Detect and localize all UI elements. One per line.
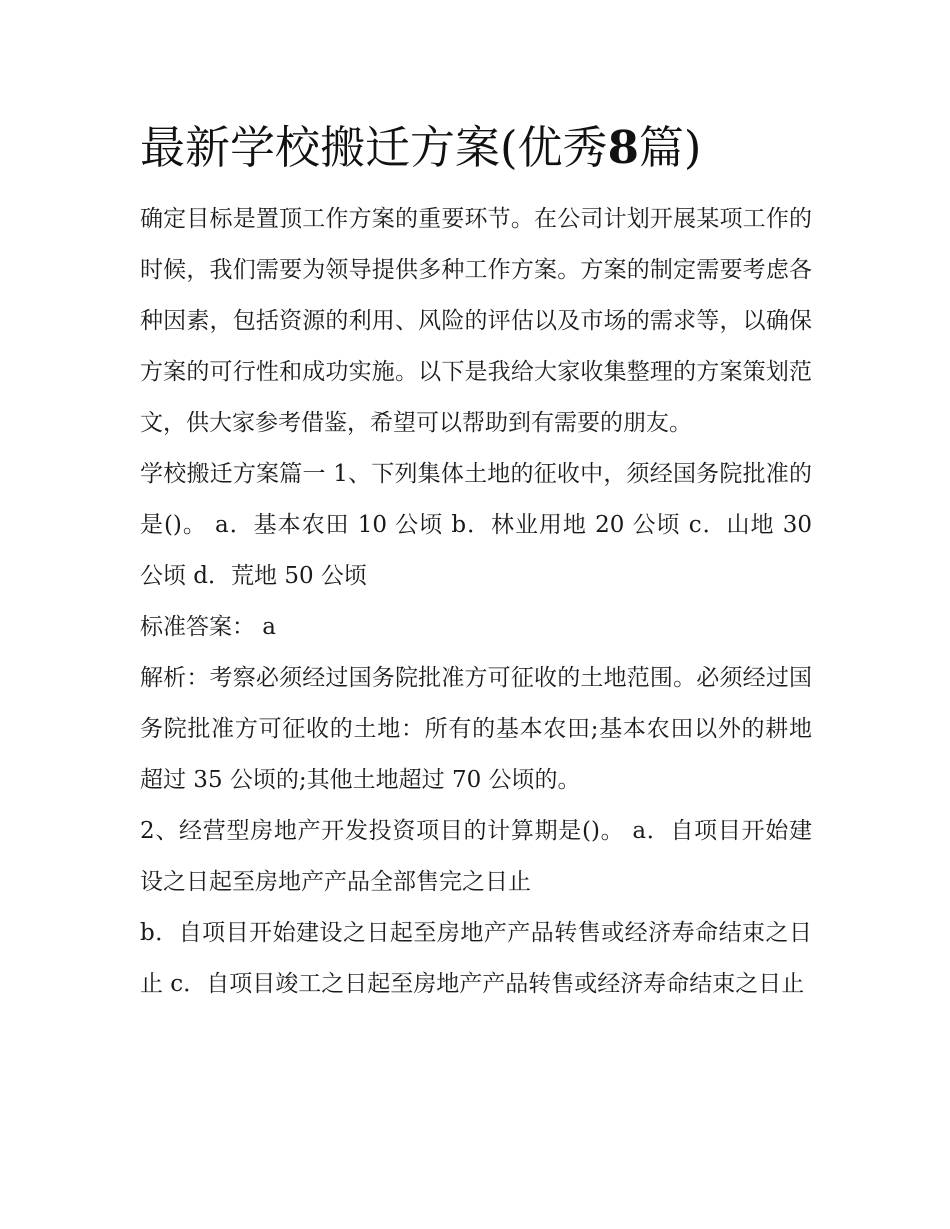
- answer-paragraph: 标准答案： a: [140, 614, 277, 640]
- title-number: 8: [607, 121, 639, 174]
- title-suffix: 篇): [638, 121, 702, 174]
- analysis-paragraph: 解析：考察必须经过国务院批准方可征收的土地范围。必须经过国务院批准方可征收的土地：所有的基本农田;基本农田以外的耕地超过 35 公顷的;其他土地超过 70 公顷的。: [140, 665, 812, 793]
- question-2-options-paragraph: b．自项目开始建设之日起至房地产产品转售或经济寿命结束之日止 c．自项目竣工之日起至房地产产品转售或经济寿命结束之日止: [140, 920, 812, 997]
- question-1-paragraph: 学校搬迁方案篇一 1、下列集体土地的征收中，须经国务院批准的是()。 a．基本农田 10 公顷 b．林业用地 20 公顷 c．山地 30 公顷 d．荒地 50 公顷: [140, 461, 812, 589]
- document-title: [140, 112, 812, 184]
- document-body: [140, 194, 812, 1010]
- document-content: [140, 112, 812, 1010]
- question-2-paragraph: 2、经营型房地产开发投资项目的计算期是()。 a．自项目开始建设之日起至房地产产品全部售完之日止: [140, 818, 812, 895]
- intro-paragraph: 确定目标是置顶工作方案的重要环节。在公司计划开展某项工作的时候，我们需要为领导提供多种工作方案。方案的制定需要考虑各种因素，包括资源的利用、风险的评估以及市场的需求等，以确保方案的可行性和成功实施。以下是我给大家收集整理的方案策划范文，供大家参考借鉴，希望可以帮助到有需要的朋友。: [140, 206, 812, 436]
- title-prefix: 最新学校搬迁方案(优秀: [140, 121, 608, 174]
